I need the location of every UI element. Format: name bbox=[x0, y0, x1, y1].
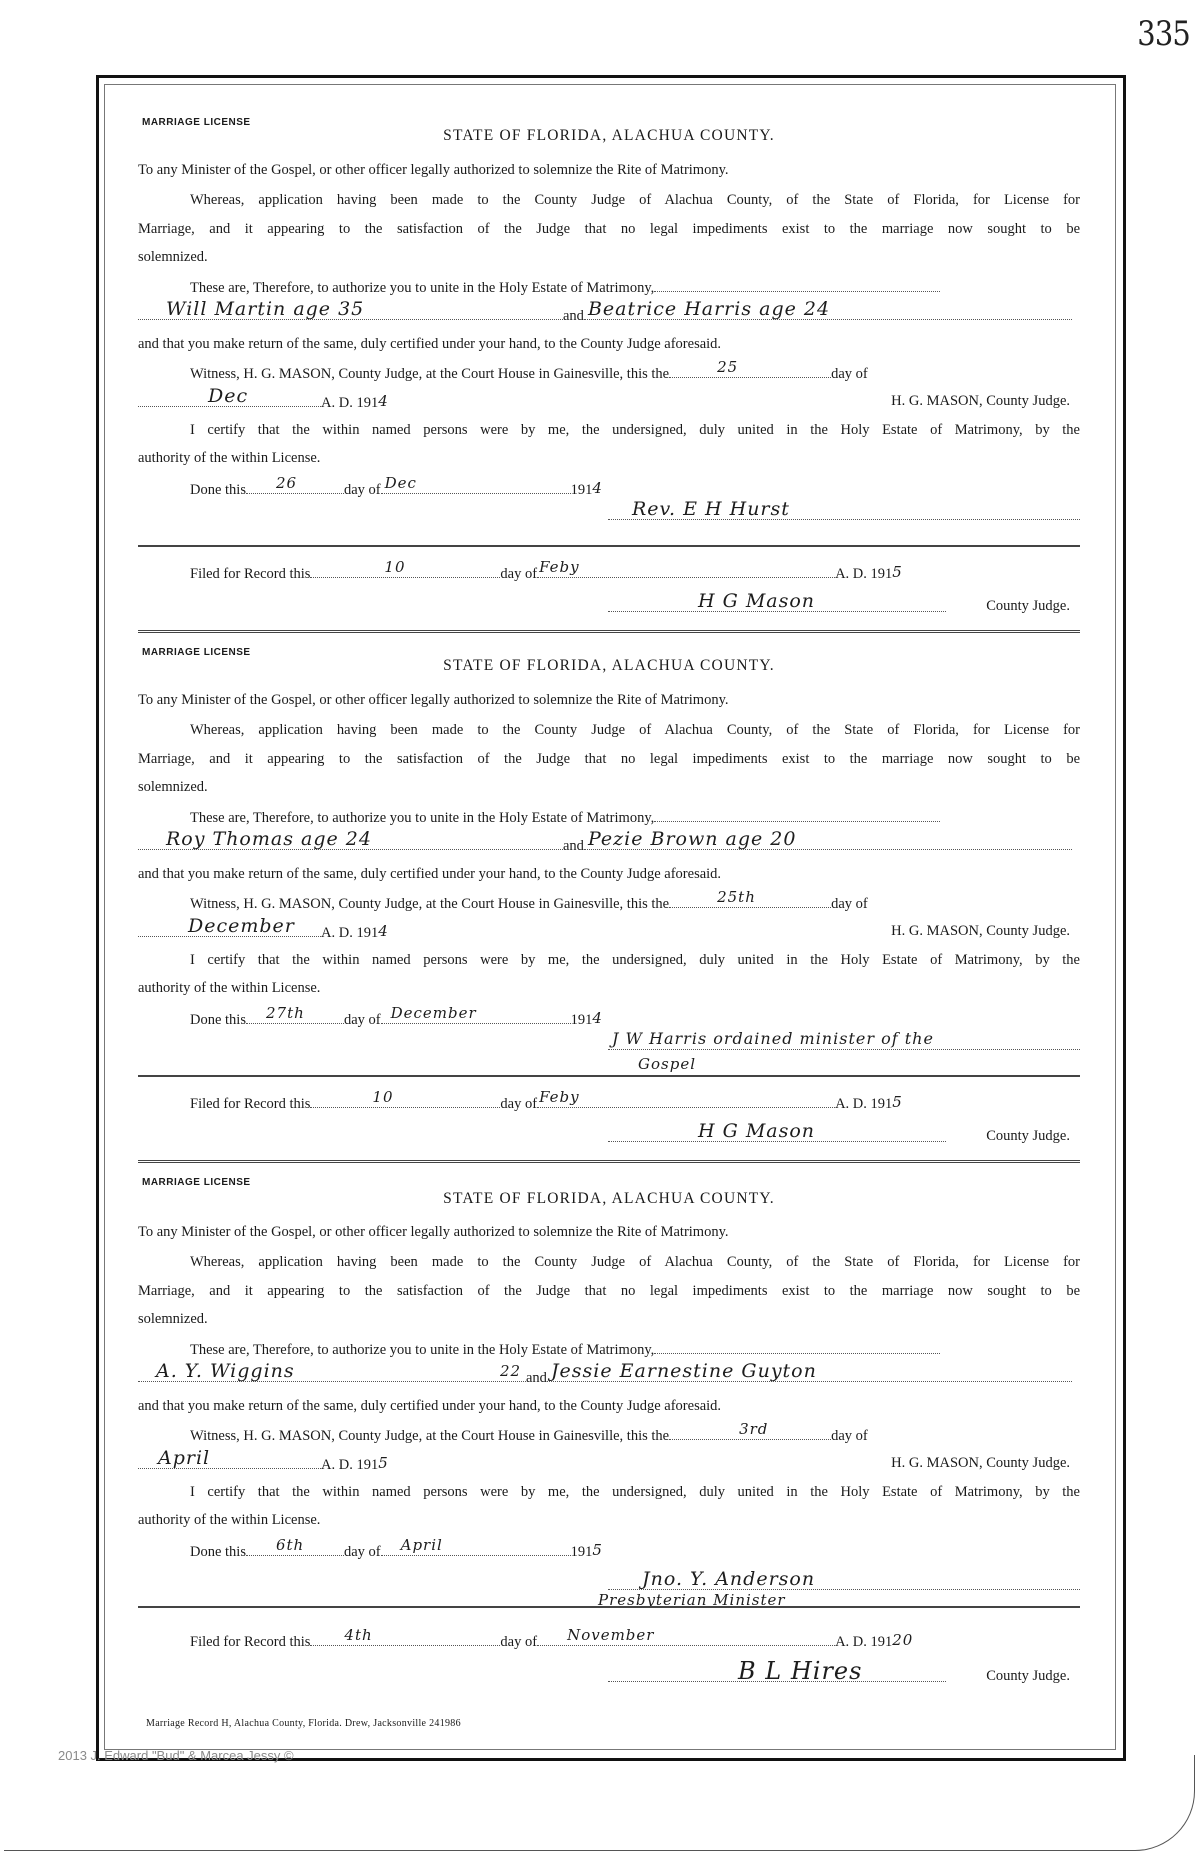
witness-line bbox=[138, 358, 1132, 383]
whereas-line-1: Whereas, application having been made to the County Judge of Alachua County, of the State of Florida, for License for bbox=[190, 722, 1080, 738]
witness-month: April bbox=[158, 1447, 211, 1469]
names-line bbox=[138, 828, 1080, 855]
judge-signature-field[interactable] bbox=[608, 590, 946, 612]
filed-day: 10 bbox=[384, 558, 406, 576]
return-line: and that you make return of the same, duly certified under your hand, to the County Judge aforesaid. bbox=[138, 1398, 722, 1414]
done-line bbox=[138, 474, 1132, 499]
certify-line-1: I certify that the within named persons were by me, the undersigned, duly united in the Holy Estate of Matrimony, by the bbox=[190, 1484, 1080, 1500]
section-divider bbox=[138, 1160, 1080, 1163]
whereas-line-3: solemnized. bbox=[138, 1311, 208, 1327]
whereas-line-3: solemnized. bbox=[138, 249, 208, 265]
year-prefix: 191 bbox=[570, 482, 593, 498]
bride-field[interactable] bbox=[547, 1360, 1072, 1382]
ad-filed-prefix: A. D. 191 bbox=[835, 1634, 893, 1650]
witness-month-field[interactable] bbox=[138, 385, 321, 407]
state-header: STATE OF FLORIDA, ALACHUA COUNTY. bbox=[443, 657, 775, 674]
filed-month: Feby bbox=[539, 558, 580, 576]
officiant-signature: J W Harris ordained minister of the bbox=[612, 1029, 934, 1048]
done-day: 6th bbox=[275, 1536, 305, 1554]
groom-field[interactable] bbox=[138, 298, 563, 320]
state-header: STATE OF FLORIDA, ALACHUA COUNTY. bbox=[443, 1190, 775, 1207]
filed-year-digit: 20 bbox=[892, 1631, 914, 1649]
witness-text: Witness, H. G. MASON, County Judge, at the Court House in Gainesville, this the bbox=[190, 1428, 670, 1444]
witness-year-digit: 4 bbox=[378, 392, 389, 410]
done-month-field[interactable] bbox=[381, 1536, 571, 1556]
witness-date-line bbox=[138, 385, 1080, 412]
these-are-line bbox=[138, 807, 1132, 827]
done-year-digit: 5 bbox=[592, 1541, 603, 1559]
ad-text: A. D. 191 bbox=[321, 925, 379, 941]
witness-day-field[interactable] bbox=[669, 888, 831, 908]
done-this-text: Done this bbox=[190, 1012, 246, 1028]
filed-day: 10 bbox=[372, 1088, 394, 1106]
and-text: and bbox=[526, 1370, 547, 1386]
these-are-text: These are, Therefore, to authorize you to unite in the Holy Estate of Matrimony, bbox=[190, 1342, 655, 1358]
officiant-signature: Jno. Y. Anderson bbox=[642, 1568, 816, 1590]
fill-dots bbox=[654, 807, 940, 822]
done-month: December bbox=[390, 1004, 477, 1022]
names-line bbox=[138, 1360, 1080, 1387]
groom-field[interactable] bbox=[138, 828, 563, 850]
witness-day: 25th bbox=[717, 888, 756, 906]
judge-signature-print: H. G. MASON, County Judge. bbox=[891, 923, 1070, 939]
marriage-license-label: MARRIAGE LICENSE bbox=[142, 1177, 251, 1188]
ad-filed-text: A. D. 191 bbox=[835, 1096, 893, 1112]
address-line: To any Minister of the Gospel, or other officer legally authorized to solemnize the Rite of Matrimony. bbox=[138, 162, 729, 178]
ad-filed-text: A. D. 191 bbox=[835, 566, 893, 582]
copyright-watermark: 2013 J. Edward "Bud" & Marcea Jessy © bbox=[58, 1748, 294, 1763]
marriage-license-label: MARRIAGE LICENSE bbox=[142, 117, 251, 128]
state-header: STATE OF FLORIDA, ALACHUA COUNTY. bbox=[443, 127, 775, 144]
filed-line bbox=[138, 1088, 1132, 1113]
section-divider bbox=[138, 630, 1080, 633]
certify-line-1: I certify that the within named persons were by me, the undersigned, duly united in the Holy Estate of Matrimony, by the bbox=[190, 952, 1080, 968]
certify-line-1: I certify that the within named persons were by me, the undersigned, duly united in the Holy Estate of Matrimony, by the bbox=[190, 422, 1080, 438]
bride-name: Beatrice Harris age 24 bbox=[587, 298, 831, 320]
done-year-digit: 4 bbox=[592, 479, 603, 497]
these-are-line bbox=[138, 1339, 1132, 1359]
witness-text: Witness, H. G. MASON, County Judge, at the Court House in Gainesville, this the bbox=[190, 366, 670, 382]
ad-text: A. D. 191 bbox=[321, 1457, 379, 1473]
divider bbox=[138, 1606, 1080, 1608]
witness-date-line bbox=[138, 915, 1080, 942]
done-line bbox=[138, 1536, 1132, 1561]
filed-year-digit: 5 bbox=[892, 563, 903, 581]
these-are-text: These are, Therefore, to authorize you to unite in the Holy Estate of Matrimony, bbox=[190, 280, 655, 296]
whereas-line-2: Marriage, and it appearing to the satisfaction of the Judge that no legal impediments exist to the marriage now sought to be bbox=[138, 1283, 1080, 1299]
done-month-field[interactable] bbox=[381, 474, 571, 494]
whereas-line-2: Marriage, and it appearing to the satisfaction of the Judge that no legal impediments exist to the marriage now sought to be bbox=[138, 751, 1080, 767]
done-month: Dec bbox=[384, 474, 417, 492]
filed-month: Feby bbox=[539, 1088, 580, 1106]
witness-date-line bbox=[138, 1447, 1080, 1474]
ad-text: A. D. 191 bbox=[321, 395, 379, 411]
county-judge-label: County Judge. bbox=[986, 598, 1070, 614]
done-month: April bbox=[400, 1536, 443, 1554]
witness-year-digit: 4 bbox=[378, 922, 389, 940]
witness-month: December bbox=[188, 915, 295, 937]
witness-text: Witness, H. G. MASON, County Judge, at the Court House in Gainesville, this the bbox=[190, 896, 670, 912]
day-of-text: day of bbox=[831, 366, 868, 382]
filed-month: November bbox=[567, 1626, 655, 1644]
filed-text: Filed for Record this bbox=[190, 566, 311, 582]
certify-line-2: authority of the within License. bbox=[138, 450, 321, 466]
county-judge-label: County Judge. bbox=[986, 1128, 1070, 1144]
filed-month-field[interactable] bbox=[537, 558, 835, 578]
bride-name: Jessie Earnestine Guyton bbox=[550, 1360, 817, 1382]
officiant-signature-cont: Presbyterian Minister bbox=[598, 1591, 786, 1609]
judge-signature-field[interactable] bbox=[608, 1120, 946, 1142]
officiant-field[interactable] bbox=[608, 498, 1080, 520]
judge-signature-field[interactable] bbox=[608, 1657, 946, 1685]
done-day-field[interactable] bbox=[246, 1004, 344, 1024]
address-line: To any Minister of the Gospel, or other officer legally authorized to solemnize the Rite of Matrimony. bbox=[138, 1224, 729, 1240]
day-of-text: day of bbox=[343, 482, 381, 498]
witness-day: 25 bbox=[717, 358, 739, 376]
these-are-text: These are, Therefore, to authorize you to unite in the Holy Estate of Matrimony, bbox=[190, 810, 655, 826]
whereas-line-1: Whereas, application having been made to the County Judge of Alachua County, of the State of Florida, for License for bbox=[190, 1254, 1080, 1270]
done-day: 26 bbox=[275, 474, 298, 492]
divider bbox=[138, 1075, 1080, 1077]
witness-month-field[interactable] bbox=[138, 1447, 321, 1469]
bride-field[interactable] bbox=[584, 828, 1072, 850]
names-line bbox=[138, 298, 1080, 325]
judge-signature: B L Hires bbox=[738, 1657, 863, 1685]
witness-year-digit: 5 bbox=[378, 1454, 389, 1472]
witness-month-field[interactable] bbox=[138, 915, 321, 937]
page-edge bbox=[4, 1755, 1195, 1851]
filed-day-field[interactable] bbox=[310, 1088, 500, 1108]
groom-name: A. Y. Wiggins bbox=[156, 1360, 295, 1382]
done-day: 27th bbox=[265, 1004, 305, 1022]
filed-month-field[interactable] bbox=[537, 1626, 835, 1646]
officiant-signature-cont: Gospel bbox=[638, 1055, 696, 1073]
groom-name: Roy Thomas age 24 bbox=[166, 828, 372, 850]
judge-signature: H G Mason bbox=[698, 590, 816, 612]
day-of-text: day of bbox=[500, 1634, 538, 1650]
bride-name: Pezie Brown age 20 bbox=[587, 828, 797, 850]
return-line: and that you make return of the same, duly certified under your hand, to the County Judge aforesaid. bbox=[138, 866, 722, 882]
certify-line-2: authority of the within License. bbox=[138, 1512, 321, 1528]
day-of-text: day of bbox=[500, 566, 538, 582]
county-judge-label: County Judge. bbox=[986, 1668, 1070, 1684]
these-are-line bbox=[138, 277, 1132, 297]
witness-day-field[interactable] bbox=[669, 1420, 831, 1440]
done-this-text: Done this bbox=[190, 1544, 246, 1560]
fill-dots bbox=[654, 277, 940, 292]
done-day-field[interactable] bbox=[246, 1536, 344, 1556]
judge-signature-print: H. G. MASON, County Judge. bbox=[891, 1455, 1070, 1471]
witness-month: Dec bbox=[208, 385, 249, 407]
divider bbox=[138, 545, 1080, 547]
day-of-text: day of bbox=[831, 896, 868, 912]
officiant-field[interactable] bbox=[608, 1029, 1080, 1050]
filed-line bbox=[138, 558, 1132, 583]
filed-day: 4th bbox=[344, 1626, 373, 1644]
filed-line bbox=[138, 1626, 1132, 1651]
filed-text: Filed for Record this bbox=[190, 1096, 311, 1112]
year-prefix: 191 bbox=[570, 1544, 593, 1560]
officiant-signature: Rev. E H Hurst bbox=[632, 498, 790, 520]
groom-field[interactable] bbox=[138, 1360, 526, 1382]
done-month-field[interactable] bbox=[381, 1004, 571, 1024]
footer-imprint: Marriage Record H, Alachua County, Florida. Drew, Jacksonville 241986 bbox=[146, 1718, 461, 1729]
done-this-text: Done this bbox=[190, 482, 246, 498]
and-text: and bbox=[563, 308, 584, 324]
whereas-line-3: solemnized. bbox=[138, 779, 208, 795]
fill-dots bbox=[654, 1339, 940, 1354]
return-line: and that you make return of the same, duly certified under your hand, to the County Judge aforesaid. bbox=[138, 336, 722, 352]
witness-day-field[interactable] bbox=[669, 358, 831, 378]
filed-text: Filed for Record this bbox=[190, 1634, 311, 1650]
day-of-text: day of bbox=[343, 1544, 381, 1560]
and-text: and bbox=[563, 838, 584, 854]
day-of-text: day of bbox=[831, 1428, 868, 1444]
done-line bbox=[138, 1004, 1132, 1029]
bride-field[interactable] bbox=[584, 298, 1072, 320]
marriage-license-label: MARRIAGE LICENSE bbox=[142, 647, 251, 658]
whereas-line-1: Whereas, application having been made to the County Judge of Alachua County, of the State of Florida, for License for bbox=[190, 192, 1080, 208]
filed-month-field[interactable] bbox=[537, 1088, 835, 1108]
day-of-text: day of bbox=[343, 1012, 381, 1028]
witness-day: 3rd bbox=[739, 1420, 769, 1438]
judge-signature: H G Mason bbox=[698, 1120, 816, 1142]
done-day-field[interactable] bbox=[246, 474, 344, 494]
filed-day-field[interactable] bbox=[310, 1626, 500, 1646]
officiant-field[interactable] bbox=[608, 1568, 1080, 1590]
page-number: 335 bbox=[1137, 14, 1190, 54]
day-of-text: day of bbox=[500, 1096, 538, 1112]
witness-line bbox=[138, 888, 1132, 913]
address-line: To any Minister of the Gospel, or other officer legally authorized to solemnize the Rite of Matrimony. bbox=[138, 692, 729, 708]
groom-age: 22 bbox=[500, 1362, 522, 1380]
whereas-line-2: Marriage, and it appearing to the satisfaction of the Judge that no legal impediments exist to the marriage now sought to be bbox=[138, 221, 1080, 237]
done-year-digit: 4 bbox=[592, 1009, 603, 1027]
year-prefix: 191 bbox=[570, 1012, 593, 1028]
filed-day-field[interactable] bbox=[310, 558, 500, 578]
certify-line-2: authority of the within License. bbox=[138, 980, 321, 996]
groom-name: Will Martin age 35 bbox=[166, 298, 365, 320]
judge-signature-print: H. G. MASON, County Judge. bbox=[891, 393, 1070, 409]
filed-year-digit: 5 bbox=[892, 1093, 903, 1111]
witness-line bbox=[138, 1420, 1132, 1445]
